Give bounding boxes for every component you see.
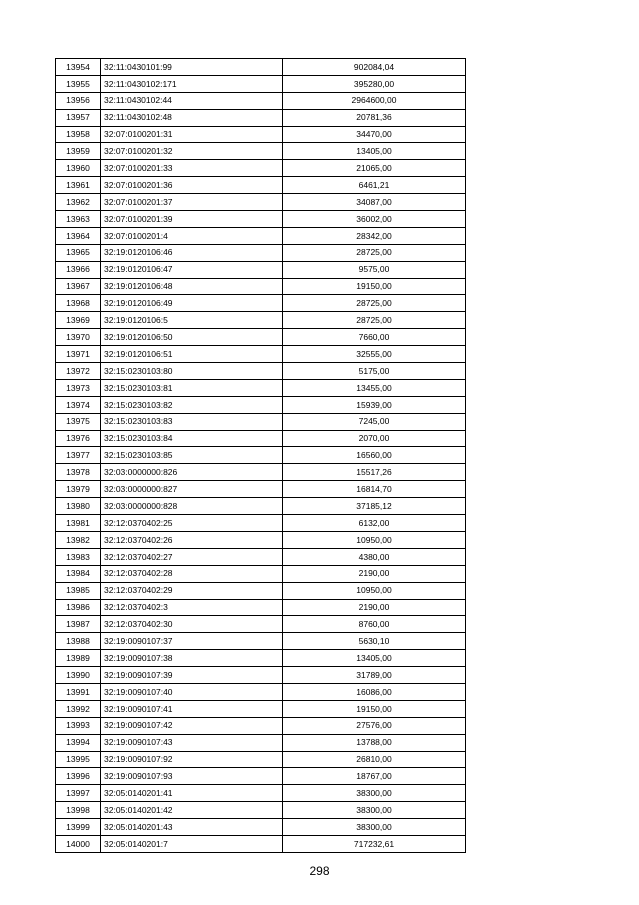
value-cell: 32555,00 <box>283 346 466 363</box>
table-row <box>56 667 466 684</box>
row-number-cell: 13979 <box>56 481 101 498</box>
row-number-cell: 13970 <box>56 329 101 346</box>
table-row <box>56 683 466 700</box>
cadastral-number-cell: 32:07:0100201:31 <box>101 126 283 143</box>
cadastral-number-cell: 32:19:0090107:37 <box>101 633 283 650</box>
cadastral-number-cell: 32:15:0230103:80 <box>101 363 283 380</box>
table-row <box>56 616 466 633</box>
value-cell: 21065,00 <box>283 160 466 177</box>
row-number-cell: 13976 <box>56 430 101 447</box>
table-row <box>56 802 466 819</box>
cadastral-number-cell: 32:19:0090107:38 <box>101 650 283 667</box>
cadastral-number-cell: 32:05:0140201:7 <box>101 835 283 852</box>
page-number: 298 <box>309 864 330 878</box>
table-row <box>56 430 466 447</box>
value-cell: 7245,00 <box>283 413 466 430</box>
row-number-cell: 13992 <box>56 700 101 717</box>
table-row <box>56 734 466 751</box>
table-row <box>56 363 466 380</box>
row-number-cell: 13994 <box>56 734 101 751</box>
row-number-cell: 13965 <box>56 244 101 261</box>
table-body <box>56 59 466 853</box>
table-row <box>56 548 466 565</box>
table-row <box>56 295 466 312</box>
cadastral-value-table <box>55 58 466 853</box>
row-number-cell: 13977 <box>56 447 101 464</box>
row-number-cell: 13995 <box>56 751 101 768</box>
table-row <box>56 464 466 481</box>
table-row <box>56 194 466 211</box>
row-number-cell: 13972 <box>56 363 101 380</box>
table-row <box>56 396 466 413</box>
cadastral-number-cell: 32:05:0140201:43 <box>101 819 283 836</box>
table-row <box>56 126 466 143</box>
row-number-cell: 13957 <box>56 109 101 126</box>
value-cell: 20781,36 <box>283 109 466 126</box>
cadastral-number-cell: 32:19:0120106:51 <box>101 346 283 363</box>
cadastral-number-cell: 32:05:0140201:41 <box>101 785 283 802</box>
row-number-cell: 13960 <box>56 160 101 177</box>
value-cell: 28342,00 <box>283 227 466 244</box>
cadastral-number-cell: 32:19:0090107:42 <box>101 717 283 734</box>
cadastral-number-cell: 32:15:0230103:81 <box>101 379 283 396</box>
cadastral-number-cell: 32:07:0100201:36 <box>101 177 283 194</box>
value-cell: 13455,00 <box>283 379 466 396</box>
row-number-cell: 13981 <box>56 515 101 532</box>
value-cell: 36002,00 <box>283 211 466 228</box>
table-row <box>56 177 466 194</box>
table-row <box>56 92 466 109</box>
cadastral-number-cell: 32:03:0000000:828 <box>101 498 283 515</box>
value-cell: 4380,00 <box>283 548 466 565</box>
table-row <box>56 531 466 548</box>
cadastral-number-cell: 32:05:0140201:42 <box>101 802 283 819</box>
cadastral-number-cell: 32:19:0090107:40 <box>101 683 283 700</box>
value-cell: 6461,21 <box>283 177 466 194</box>
value-cell: 7660,00 <box>283 329 466 346</box>
table-row <box>56 599 466 616</box>
row-number-cell: 13993 <box>56 717 101 734</box>
cadastral-number-cell: 32:15:0230103:84 <box>101 430 283 447</box>
cadastral-number-cell: 32:12:0370402:25 <box>101 515 283 532</box>
value-cell: 34470,00 <box>283 126 466 143</box>
table-row <box>56 329 466 346</box>
table-row <box>56 633 466 650</box>
value-cell: 16086,00 <box>283 683 466 700</box>
cadastral-number-cell: 32:11:0430101:99 <box>101 59 283 76</box>
row-number-cell: 13962 <box>56 194 101 211</box>
table-row <box>56 227 466 244</box>
row-number-cell: 13956 <box>56 92 101 109</box>
table-row <box>56 447 466 464</box>
row-number-cell: 13967 <box>56 278 101 295</box>
cadastral-number-cell: 32:12:0370402:26 <box>101 531 283 548</box>
value-cell: 16814,70 <box>283 481 466 498</box>
value-cell: 717232,61 <box>283 835 466 852</box>
row-number-cell: 13959 <box>56 143 101 160</box>
row-number-cell: 13987 <box>56 616 101 633</box>
value-cell: 902084,04 <box>283 59 466 76</box>
table-row <box>56 379 466 396</box>
cadastral-number-cell: 32:19:0090107:39 <box>101 667 283 684</box>
value-cell: 19150,00 <box>283 700 466 717</box>
table-row <box>56 498 466 515</box>
table-row <box>56 835 466 852</box>
row-number-cell: 13998 <box>56 802 101 819</box>
table-row <box>56 700 466 717</box>
value-cell: 28725,00 <box>283 295 466 312</box>
cadastral-number-cell: 32:12:0370402:29 <box>101 582 283 599</box>
value-cell: 28725,00 <box>283 244 466 261</box>
value-cell: 2190,00 <box>283 565 466 582</box>
table-row <box>56 211 466 228</box>
value-cell: 38300,00 <box>283 785 466 802</box>
table-row <box>56 75 466 92</box>
table-row <box>56 717 466 734</box>
value-cell: 13788,00 <box>283 734 466 751</box>
row-number-cell: 13999 <box>56 819 101 836</box>
row-number-cell: 13985 <box>56 582 101 599</box>
value-cell: 9575,00 <box>283 261 466 278</box>
cadastral-number-cell: 32:12:0370402:27 <box>101 548 283 565</box>
row-number-cell: 13989 <box>56 650 101 667</box>
row-number-cell: 13969 <box>56 312 101 329</box>
row-number-cell: 13990 <box>56 667 101 684</box>
table-row <box>56 346 466 363</box>
cadastral-number-cell: 32:19:0120106:47 <box>101 261 283 278</box>
value-cell: 26810,00 <box>283 751 466 768</box>
value-cell: 6132,00 <box>283 515 466 532</box>
cadastral-number-cell: 32:19:0090107:43 <box>101 734 283 751</box>
row-number-cell: 13996 <box>56 768 101 785</box>
table-row <box>56 582 466 599</box>
value-cell: 15517,26 <box>283 464 466 481</box>
cadastral-number-cell: 32:07:0100201:37 <box>101 194 283 211</box>
table-row <box>56 244 466 261</box>
row-number-cell: 13973 <box>56 379 101 396</box>
cadastral-number-cell: 32:19:0090107:41 <box>101 700 283 717</box>
row-number-cell: 13954 <box>56 59 101 76</box>
table-row <box>56 160 466 177</box>
row-number-cell: 13958 <box>56 126 101 143</box>
table-row <box>56 278 466 295</box>
table-row <box>56 785 466 802</box>
row-number-cell: 13955 <box>56 75 101 92</box>
table-row <box>56 481 466 498</box>
table-row <box>56 819 466 836</box>
cadastral-number-cell: 32:19:0120106:46 <box>101 244 283 261</box>
table-row <box>56 768 466 785</box>
value-cell: 8760,00 <box>283 616 466 633</box>
value-cell: 5630,10 <box>283 633 466 650</box>
table-row <box>56 751 466 768</box>
row-number-cell: 13988 <box>56 633 101 650</box>
value-cell: 27576,00 <box>283 717 466 734</box>
cadastral-number-cell: 32:11:0430102:171 <box>101 75 283 92</box>
row-number-cell: 13997 <box>56 785 101 802</box>
value-cell: 34087,00 <box>283 194 466 211</box>
table-row <box>56 59 466 76</box>
cadastral-number-cell: 32:12:0370402:3 <box>101 599 283 616</box>
value-cell: 15939,00 <box>283 396 466 413</box>
row-number-cell: 13961 <box>56 177 101 194</box>
cadastral-number-cell: 32:15:0230103:82 <box>101 396 283 413</box>
value-cell: 38300,00 <box>283 819 466 836</box>
table-row <box>56 565 466 582</box>
row-number-cell: 13991 <box>56 683 101 700</box>
value-cell: 10950,00 <box>283 531 466 548</box>
cadastral-number-cell: 32:19:0090107:92 <box>101 751 283 768</box>
cadastral-number-cell: 32:11:0430102:48 <box>101 109 283 126</box>
row-number-cell: 13971 <box>56 346 101 363</box>
table-row <box>56 515 466 532</box>
cadastral-number-cell: 32:19:0120106:48 <box>101 278 283 295</box>
row-number-cell: 13974 <box>56 396 101 413</box>
value-cell: 19150,00 <box>283 278 466 295</box>
value-cell: 395280,00 <box>283 75 466 92</box>
cadastral-number-cell: 32:12:0370402:30 <box>101 616 283 633</box>
row-number-cell: 13982 <box>56 531 101 548</box>
cadastral-number-cell: 32:07:0100201:39 <box>101 211 283 228</box>
cadastral-number-cell: 32:19:0090107:93 <box>101 768 283 785</box>
row-number-cell: 13968 <box>56 295 101 312</box>
value-cell: 31789,00 <box>283 667 466 684</box>
cadastral-number-cell: 32:15:0230103:83 <box>101 413 283 430</box>
value-cell: 10950,00 <box>283 582 466 599</box>
cadastral-number-cell: 32:03:0000000:826 <box>101 464 283 481</box>
row-number-cell: 13978 <box>56 464 101 481</box>
value-cell: 28725,00 <box>283 312 466 329</box>
cadastral-number-cell: 32:11:0430102:44 <box>101 92 283 109</box>
cadastral-number-cell: 32:15:0230103:85 <box>101 447 283 464</box>
value-cell: 18767,00 <box>283 768 466 785</box>
value-cell: 37185,12 <box>283 498 466 515</box>
table-row <box>56 261 466 278</box>
row-number-cell: 14000 <box>56 835 101 852</box>
value-cell: 38300,00 <box>283 802 466 819</box>
row-number-cell: 13966 <box>56 261 101 278</box>
value-cell: 13405,00 <box>283 650 466 667</box>
row-number-cell: 13975 <box>56 413 101 430</box>
row-number-cell: 13964 <box>56 227 101 244</box>
table-row <box>56 109 466 126</box>
cadastral-number-cell: 32:03:0000000:827 <box>101 481 283 498</box>
cadastral-number-cell: 32:19:0120106:5 <box>101 312 283 329</box>
table-row <box>56 650 466 667</box>
cadastral-number-cell: 32:07:0100201:4 <box>101 227 283 244</box>
row-number-cell: 13984 <box>56 565 101 582</box>
value-cell: 2964600,00 <box>283 92 466 109</box>
cadastral-number-cell: 32:19:0120106:50 <box>101 329 283 346</box>
value-cell: 13405,00 <box>283 143 466 160</box>
row-number-cell: 13980 <box>56 498 101 515</box>
cadastral-number-cell: 32:19:0120106:49 <box>101 295 283 312</box>
row-number-cell: 13983 <box>56 548 101 565</box>
row-number-cell: 13986 <box>56 599 101 616</box>
cadastral-number-cell: 32:12:0370402:28 <box>101 565 283 582</box>
cadastral-number-cell: 32:07:0100201:33 <box>101 160 283 177</box>
value-cell: 2070,00 <box>283 430 466 447</box>
table-row <box>56 312 466 329</box>
value-cell: 2190,00 <box>283 599 466 616</box>
table-row <box>56 143 466 160</box>
cadastral-number-cell: 32:07:0100201:32 <box>101 143 283 160</box>
value-cell: 5175,00 <box>283 363 466 380</box>
value-cell: 16560,00 <box>283 447 466 464</box>
table-row <box>56 413 466 430</box>
row-number-cell: 13963 <box>56 211 101 228</box>
